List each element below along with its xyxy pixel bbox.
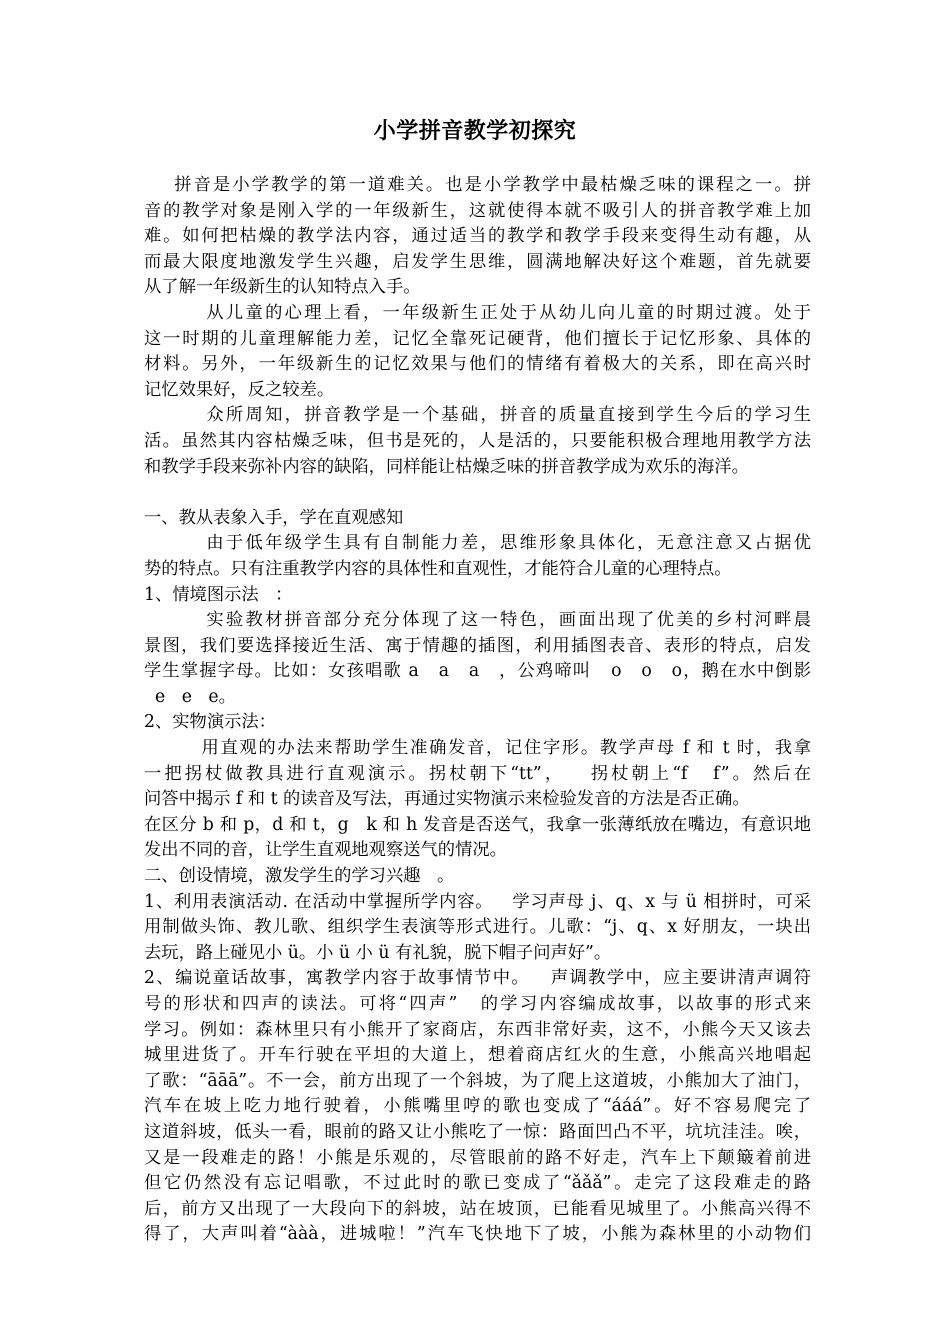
text-line: 记忆效果好，反之较差。 — [144, 379, 335, 400]
text-line: 学习。例如：森林里只有小熊开了家商店，东西非常好卖，这不，小熊今天又该去 — [144, 1019, 811, 1040]
text-line: 难。如何把枯燥的教学法内容，通过适当的教学和教学手段来变得生动有趣，从 — [144, 226, 811, 247]
blank-line — [144, 480, 811, 506]
text-line: 二、创设情境，激发学生的学习兴趣 。 — [144, 866, 455, 887]
document-title: 小学拼音教学初探究 — [373, 119, 577, 144]
text-line: 音的教学对象是刚入学的一年级新生，这就使得本就不吸引人的拼音教学难上加 — [144, 200, 811, 221]
text-line: 从了解一年级新生的认知特点入手。 — [144, 277, 421, 298]
text-line: 2、实物演示法： — [144, 712, 276, 733]
text-line: 1、情境图示法 ： — [144, 584, 293, 605]
text-line: 去玩，路上碰见小 ü。小 ü 小 ü 有礼貌，脱下帽子问声好”。 — [144, 942, 612, 963]
text-line: 众所周知，拼音教学是一个基础，拼音的质量直接到学生今后的学习生 — [144, 405, 811, 426]
text-line: 材料。另外，一年级新生的记忆效果与他们的情绪有着极大的关系，即在高兴时 — [144, 354, 811, 375]
text-line: 景图，我们要选择接近生活、寓于情趣的插图，利用插图表音、表形的特点，启发 — [144, 635, 811, 656]
text-line: 从儿童的心理上看，一年级新生正处于从幼儿向儿童的时期过渡。处于 — [144, 302, 811, 323]
text-line: 用直观的办法来帮助学生准确发音，记住字形。教学声母 f 和 t 时，我拿 — [144, 738, 811, 759]
text-line: 在区分 b 和 p，d 和 t，g k 和 h 发音是否送气，我拿一张薄纸放在嘴边，有意识地 — [144, 814, 811, 835]
text-line: 1、利用表演活动. 在活动中掌握所学内容。 学习声母 j、q、x 与 ü 相拼时，可采 — [144, 891, 811, 912]
text-line: 号的形状和四声的读法。可将“四声” 的学习内容编成故事，以故事的形式来 — [144, 994, 811, 1014]
text-line: 后，前方又出现了一大段向下的斜坡，站在坡顶，已能看见城里了。小熊高兴得不 — [144, 1198, 811, 1219]
text-line: 但它仍然没有忘记唱歌，不过此时的歌已变成了“ǎǎǎ”。走完了这段难走的路 — [144, 1173, 811, 1194]
text-line: 了歌：“āāā”。不一会，前方出现了一个斜坡，为了爬上这道坡，小熊加大了油门， — [144, 1070, 811, 1091]
text-line: 城里进货了。开车行驶在平坦的大道上，想着商店红火的生意，小熊高兴地唱起 — [144, 1045, 811, 1066]
text-line: 拼音是小学教学的第一道难关。也是小学教学中最枯燥乏味的课程之一。拼 — [144, 175, 811, 195]
text-line: 汽车在坡上吃力地行驶着，小熊嘴里哼的歌也变成了“ááá”。好不容易爬完了 — [144, 1096, 811, 1117]
text-line: 发出不同的音，让学生直观地观察送气的情况。 — [144, 840, 507, 861]
text-line: 2、编说童话故事，寓教学内容于故事情节中。 声调教学中，应主要讲清声调符 — [144, 968, 811, 989]
text-line: 而最大限度地激发学生兴趣，启发学生思维，圆满地解决好这个难题，首先就要 — [144, 251, 811, 272]
text-line: e e e。 — [144, 686, 236, 707]
text-line: 学生掌握字母。比如：女孩唱歌 a a a ，公鸡啼叫 o o o，鹅在水中倒影 — [144, 661, 811, 682]
text-line: 又是一段难走的路！小熊是乐观的，尽管眼前的路不好走，汽车上下颠簸着前进 — [144, 1147, 811, 1168]
text-line: 活。虽然其内容枯燥乏味，但书是死的，人是活的，只要能积极合理地用教学方法 — [144, 430, 811, 451]
text-line: 实验教材拼音部分充分体现了这一特色，画面出现了优美的乡村河畔晨 — [144, 610, 811, 631]
text-line: 这道斜坡，低头一看，眼前的路又让小熊吃了一惊：路面凹凸不平，坑坑洼洼。唉， — [144, 1121, 811, 1142]
text-line: 由于低年级学生具有自制能力差，思维形象具体化，无意注意又占据优 — [144, 533, 811, 554]
text-line: 得了，大声叫着“ààà，进城啦！”汽车飞快地下了坡，小熊为森林里的小动物们 — [144, 1224, 811, 1245]
text-line: 这一时期的儿童理解能力差，记忆全靠死记硬背，他们擅长于记忆形象、具体的 — [144, 328, 811, 349]
text-line: 和教学手段来弥补内容的缺陷，同样能让枯燥乏味的拼音教学成为欢乐的海洋。 — [144, 456, 749, 477]
text-line: 一把拐杖做教具进行直观演示。拐杖朝下“tt”， 拐杖朝上“f f”。然后在 — [144, 763, 811, 784]
text-line: 一、教从表象入手，学在直观感知 — [144, 507, 404, 528]
text-line: 用制做头饰、教儿歌、组织学生表演等形式进行。儿歌：“j、q、x 好朋友，一块出 — [144, 917, 811, 938]
text-line: 势的特点。只有注重教学内容的具体性和直观性，才能符合儿童的心理特点。 — [144, 558, 732, 579]
document-body — [144, 173, 811, 1248]
text-line: 问答中揭示 f 和 t 的读音及写法，再通过实物演示来检验发音的方法是否正确。 — [144, 789, 750, 810]
